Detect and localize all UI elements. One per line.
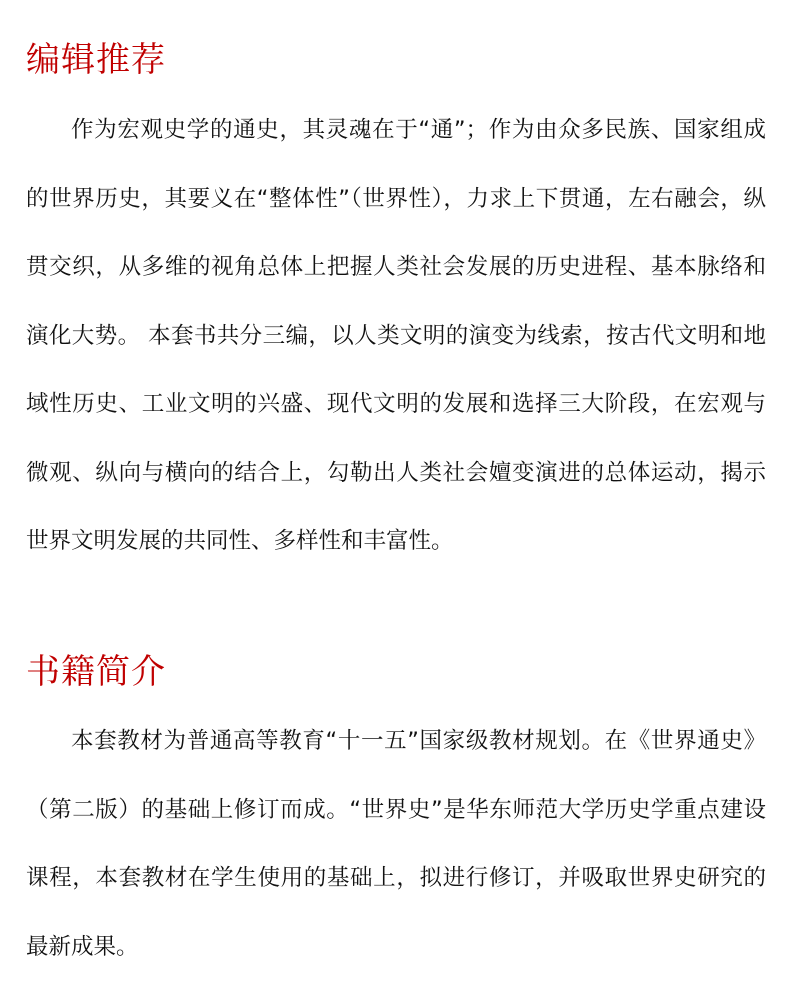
editor-recommendation-heading: 编辑推荐: [26, 40, 166, 80]
editor-recommendation-paragraph: 作为宏观史学的通史，其灵魂在于“通”；作为由众多民族、国家组成的世界历史，其要义在“整体性”（世界性），力求上下贯通，左右融会，纵贯交织，从多维的视角总体上把握人类社会发展的历史进程、基本脉络和演化大势。 本套书共分三编，以人类文明的演变为线索，按古代文明和地域性历史、工业文明的兴盛、现代文明的发展和选择三大阶段，在宏观与微观、纵向与横向的结合上，勾勒出人类社会嬗变演进的总体运动，揭示世界文明发展的共同性、多样性和丰富性。: [26, 117, 766, 554]
book-introduction-heading: 书籍简介: [26, 652, 166, 692]
book-introduction-paragraph: 本套教材为普通高等教育“十一五”国家级教材规划。在《世界通史》（第二版）的基础上修订而成。“世界史”是华东师范大学历史学重点建设课程，本套教材在学生使用的基础上，拟进行修订，并吸取世界史研究的最新成果。: [26, 728, 766, 960]
